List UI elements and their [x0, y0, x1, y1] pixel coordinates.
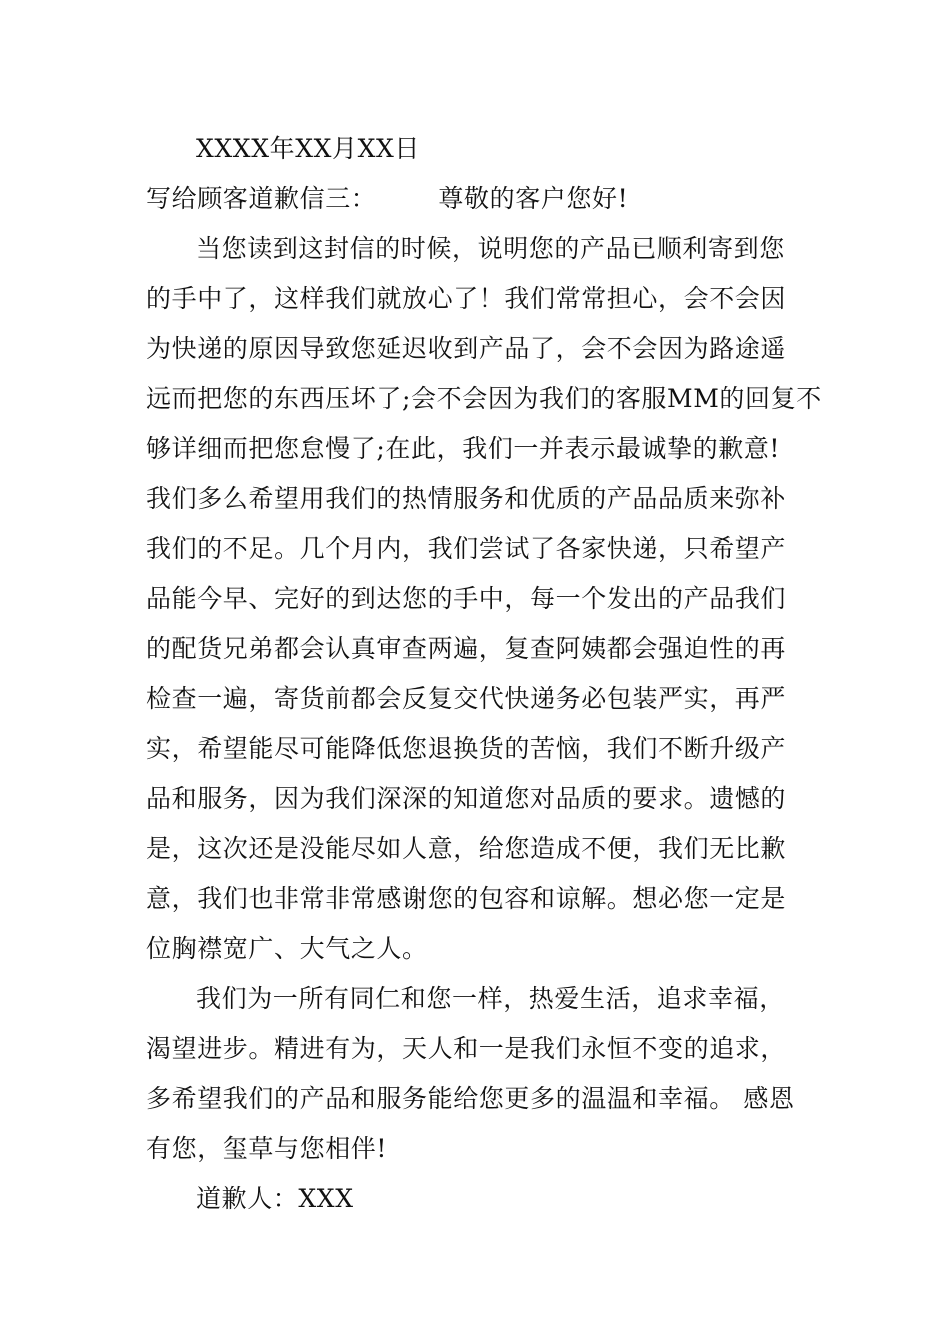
body-line: 我们为一所有同仁和您一样，热爱生活，追求幸福， — [196, 984, 785, 1013]
body-line: 检查一遍，寄货前都会反复交代快递务必包装严实，再严 — [146, 684, 787, 713]
body-line: 品和服务，因为我们深深的知道您对品质的要求。遗憾的 — [146, 784, 787, 813]
body-line: 实，希望能尽可能降低您退换货的苦恼，我们不断升级产 — [146, 734, 787, 763]
body-line: 为快递的原因导致您延迟收到产品了，会不会因为路途遥 — [146, 334, 787, 363]
body-line: 渴望进步。精进有为，天人和一是我们永恒不变的追求， — [146, 1034, 787, 1063]
body-line: 多希望我们的产品和服务能给您更多的温温和幸福。 感恩 — [146, 1084, 795, 1113]
letter-date: XXXX年XX月XX日 — [196, 134, 420, 163]
body-line: 我们的不足。几个月内，我们尝试了各家快递，只希望产 — [146, 534, 787, 563]
body-line: 位胸襟宽广、大气之人。 — [146, 934, 428, 963]
body-line: 远而把您的东西压坏了;会不会因为我们的客服MM的回复不 — [146, 384, 822, 413]
body-line: 我们多么希望用我们的热情服务和优质的产品品质来弥补 — [146, 484, 787, 513]
body-line: 的手中了，这样我们就放心了！我们常常担心，会不会因 — [146, 284, 787, 313]
letter-salutation: 尊敬的客户您好! — [438, 184, 629, 213]
body-line: 是，这次还是没能尽如人意，给您造成不便，我们无比歉 — [146, 834, 787, 863]
letter-signature: 道歉人：XXX — [196, 1184, 354, 1213]
body-line: 的配货兄弟都会认真审查两遍，复查阿姨都会强迫性的再 — [146, 634, 787, 663]
body-line: 有您，玺草与您相伴! — [146, 1134, 388, 1163]
letter-heading: 写给顾客道歉信三： — [146, 184, 377, 213]
body-line: 当您读到这封信的时候，说明您的产品已顺利寄到您 — [196, 234, 785, 263]
letter-heading-line — [146, 183, 628, 215]
body-line: 品能今早、完好的到达您的手中，每一个发出的产品我们 — [146, 584, 787, 613]
body-line: 意，我们也非常非常感谢您的包容和谅解。想必您一定是 — [146, 884, 787, 913]
body-line: 够详细而把您怠慢了;在此，我们一并表示最诚挚的歉意! — [146, 434, 781, 463]
